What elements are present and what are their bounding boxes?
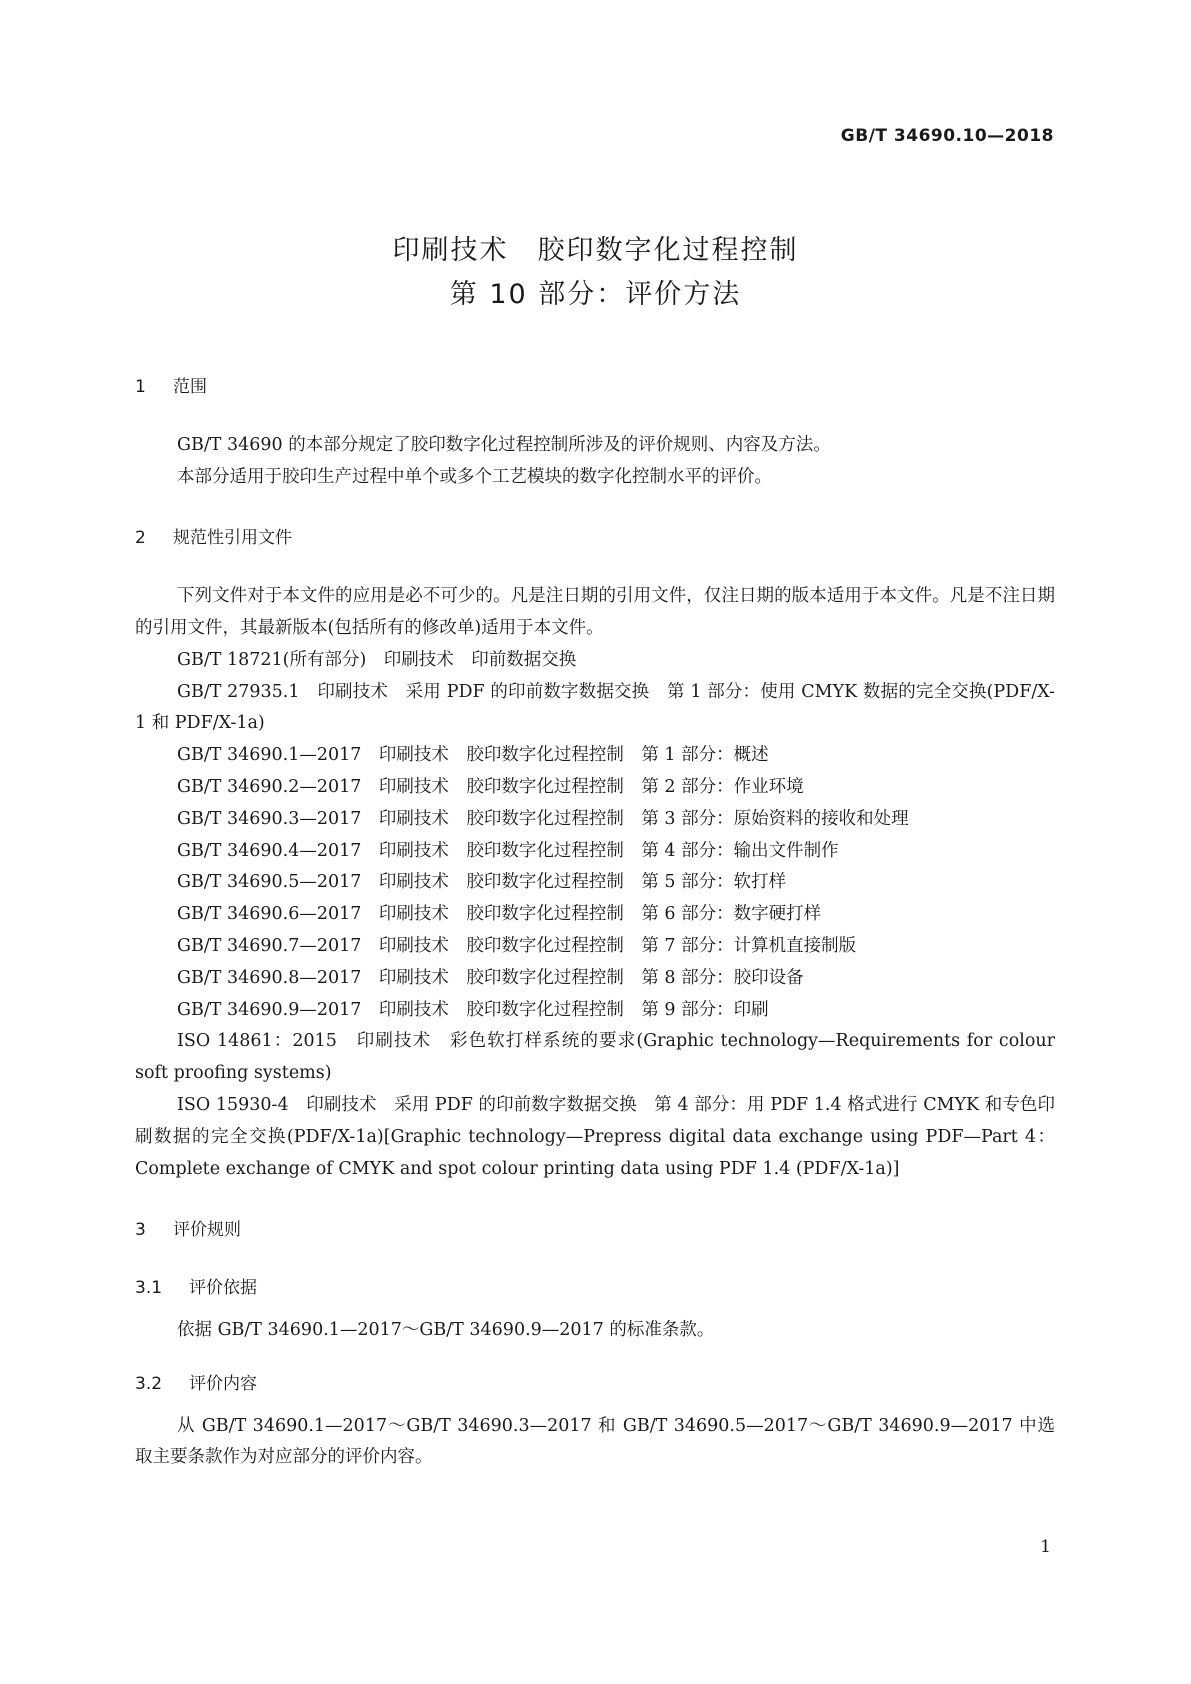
reference-item: GB/T 34690.8—2017 印刷技术 胶印数字化过程控制 第 8 部分：胶印设备 (177, 967, 804, 988)
document-body (135, 372, 1061, 1474)
reference-item: GB/T 18721(所有部分) 印刷技术 印前数据交换 (177, 649, 577, 670)
subsection-title: 评价依据 (189, 1278, 257, 1299)
subsection-3-1-heading (135, 1273, 1055, 1305)
reference-item: ISO 14861：2015 印刷技术 彩色软打样系统的要求(Graphic technology—Requirements for colour soft proofing systems) (135, 1031, 1061, 1084)
reference-item: GB/T 34690.9—2017 印刷技术 胶印数字化过程控制 第 9 部分：印刷 (177, 999, 769, 1020)
reference-item: GB/T 34690.4—2017 印刷技术 胶印数字化过程控制 第 4 部分：输出文件制作 (177, 840, 839, 861)
reference-item: GB/T 34690.2—2017 印刷技术 胶印数字化过程控制 第 2 部分：作业环境 (177, 776, 804, 797)
reference-item: GB/T 34690.6—2017 印刷技术 胶印数字化过程控制 第 6 部分：数字硬打样 (177, 904, 822, 925)
reference-item: GB/T 34690.5—2017 印刷技术 胶印数字化过程控制 第 5 部分：软打样 (177, 872, 787, 893)
subsection-number: 3.1 (135, 1278, 163, 1299)
scope-paragraph: 本部分适用于胶印生产过程中单个或多个工艺模块的数字化控制水平的评价。 (177, 466, 772, 487)
subsection-3-1-text: 依据 GB/T 34690.1—2017～GB/T 34690.9—2017 的标准条款。 (177, 1319, 715, 1340)
standard-number: GB/T 34690.10—2018 (840, 126, 1054, 146)
references-intro: 下列文件对于本文件的应用是必不可少的。凡是注日期的引用文件，仅注日期的版本适用于本文件。凡是不注日期的引用文件，其最新版本(包括所有的修改单)适用于本文件。 (135, 586, 1055, 638)
reference-item: GB/T 27935.1 印刷技术 采用 PDF 的印前数字数据交换 第 1 部分：使用 CMYK 数据的完全交换(PDF/X-1 和 PDF/X-1a) (135, 681, 1055, 734)
section-number: 3 (135, 1220, 146, 1241)
scope-paragraph: GB/T 34690 的本部分规定了胶印数字化过程控制所涉及的评价规则、内容及方法。 (177, 434, 831, 455)
section-number: 2 (135, 528, 146, 549)
reference-item: GB/T 34690.1—2017 印刷技术 胶印数字化过程控制 第 1 部分：概述 (177, 745, 769, 766)
section-title: 规范性引用文件 (173, 528, 292, 549)
page-number: 1 (1040, 1537, 1051, 1557)
reference-item: GB/T 34690.7—2017 印刷技术 胶印数字化过程控制 第 7 部分：计算机直接制版 (177, 935, 857, 956)
document-title-line-1: 印刷技术 胶印数字化过程控制 (392, 235, 799, 266)
section-title: 评价规则 (173, 1220, 241, 1241)
subsection-3-2-heading (135, 1369, 1055, 1401)
section-2-heading (135, 523, 1055, 555)
section-title: 范围 (173, 377, 207, 397)
reference-item: ISO 15930-4 印刷技术 采用 PDF 的印前数字数据交换 第 4 部分：用 PDF 1.4 格式进行 CMYK 和专色印刷数据的完全交换(PDF/X-1a)[Graphic technology—Prepress digital data exchange using PDF—Part 4：Complete exchange of CMYK and spot colour printing data using PDF 1.4 (PDF/X-1a)] (135, 1094, 1055, 1179)
section-1-heading (135, 372, 1055, 404)
section-3-heading (135, 1215, 1055, 1247)
section-number: 1 (135, 377, 146, 397)
document-title-line-2: 第 10 部分：评价方法 (449, 279, 742, 310)
subsection-3-2-text: 从 GB/T 34690.1—2017～GB/T 34690.3—2017 和 GB/T 34690.5—2017～GB/T 34690.9—2017 中选取主要条款作为对应部分的评价内容。 (135, 1415, 1055, 1468)
reference-item: GB/T 34690.3—2017 印刷技术 胶印数字化过程控制 第 3 部分：原始资料的接收和处理 (177, 808, 909, 829)
subsection-title: 评价内容 (189, 1373, 257, 1394)
subsection-number: 3.2 (135, 1373, 163, 1394)
